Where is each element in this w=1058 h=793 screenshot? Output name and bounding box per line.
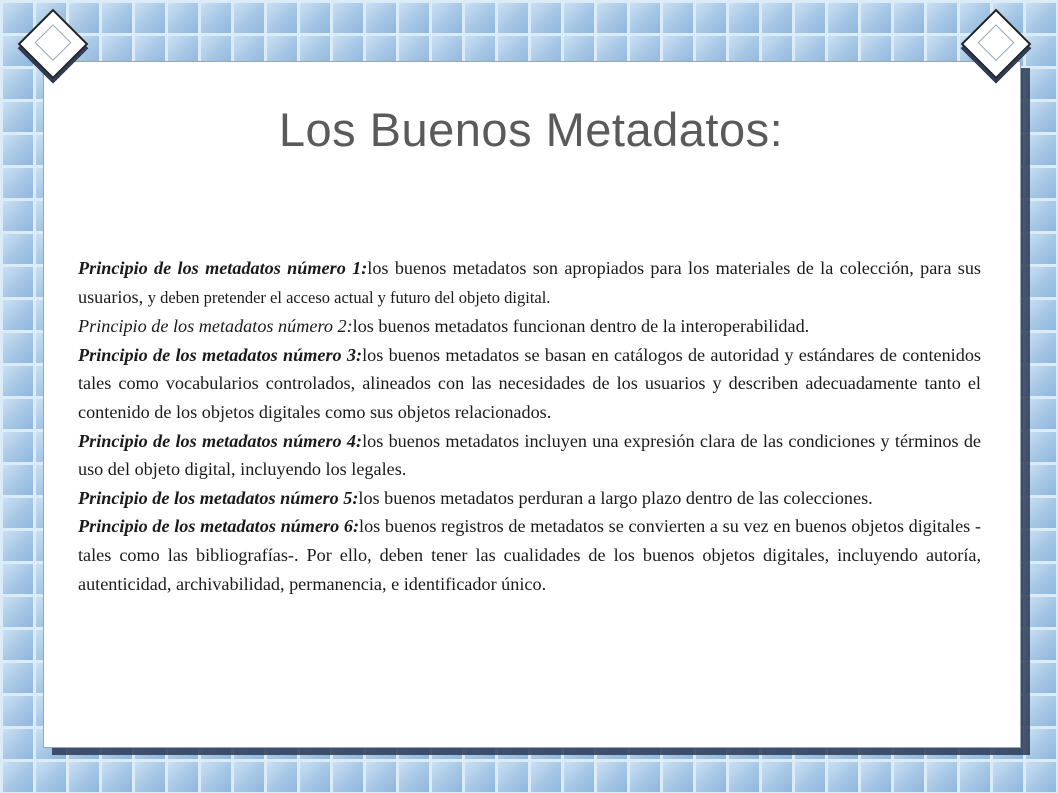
principle-label: Principio de los metadatos número 3: — [78, 344, 363, 365]
page-title: Los Buenos Metadatos: — [278, 103, 784, 156]
principle-2 — [78, 312, 981, 341]
principles-list — [78, 254, 981, 598]
principle-3 — [78, 341, 981, 427]
principle-text: los buenos metadatos funcionan dentro de la interoperabilidad. — [352, 316, 810, 337]
principle-text: los buenos metadatos perduran a largo plazo dentro de las colecciones. — [358, 487, 873, 508]
principle-text: los buenos metadatos son apropiados para los materiales de la colección, para sus usuarios, — [78, 258, 981, 307]
principle-label: Principio de los metadatos número 4: — [78, 430, 363, 451]
principle-label: Principio de los metadatos número 6: — [78, 516, 360, 537]
principle-text: los buenos registros de metadatos se convierten a su vez en buenos objetos digitales -tales como las bibliografías-. Por ello, deben tener las cualidades de los buenos objetos digitales, incluyendo autoría, autenticidad, archivabilidad, permanencia, e identificador único. — [78, 516, 981, 594]
principle-text: los buenos metadatos incluyen una expresión clara de las condiciones y términos de uso del objeto digital, incluyendo los legales. — [78, 430, 981, 480]
principle-5 — [78, 484, 981, 513]
principle-text: los buenos metadatos se basan en catálogos de autoridad y estándares de contenidos tales como vocabularios controlados, alineados con las necesidades de los usuarios y describen adecuadamente tanto el contenido de los objetos digitales como sus objetos relacionados. — [78, 344, 981, 422]
principle-label: Principio de los metadatos número 1: — [78, 258, 368, 278]
principle-1 — [78, 254, 981, 312]
principle-label: Principio de los metadatos número 2: — [78, 316, 353, 337]
principle-text-tail: y deben pretender el acceso actual y futuro del objeto digital. — [147, 287, 551, 307]
principle-6 — [78, 512, 981, 598]
principle-label: Principio de los metadatos número 5: — [78, 487, 359, 508]
principle-4 — [78, 427, 981, 484]
